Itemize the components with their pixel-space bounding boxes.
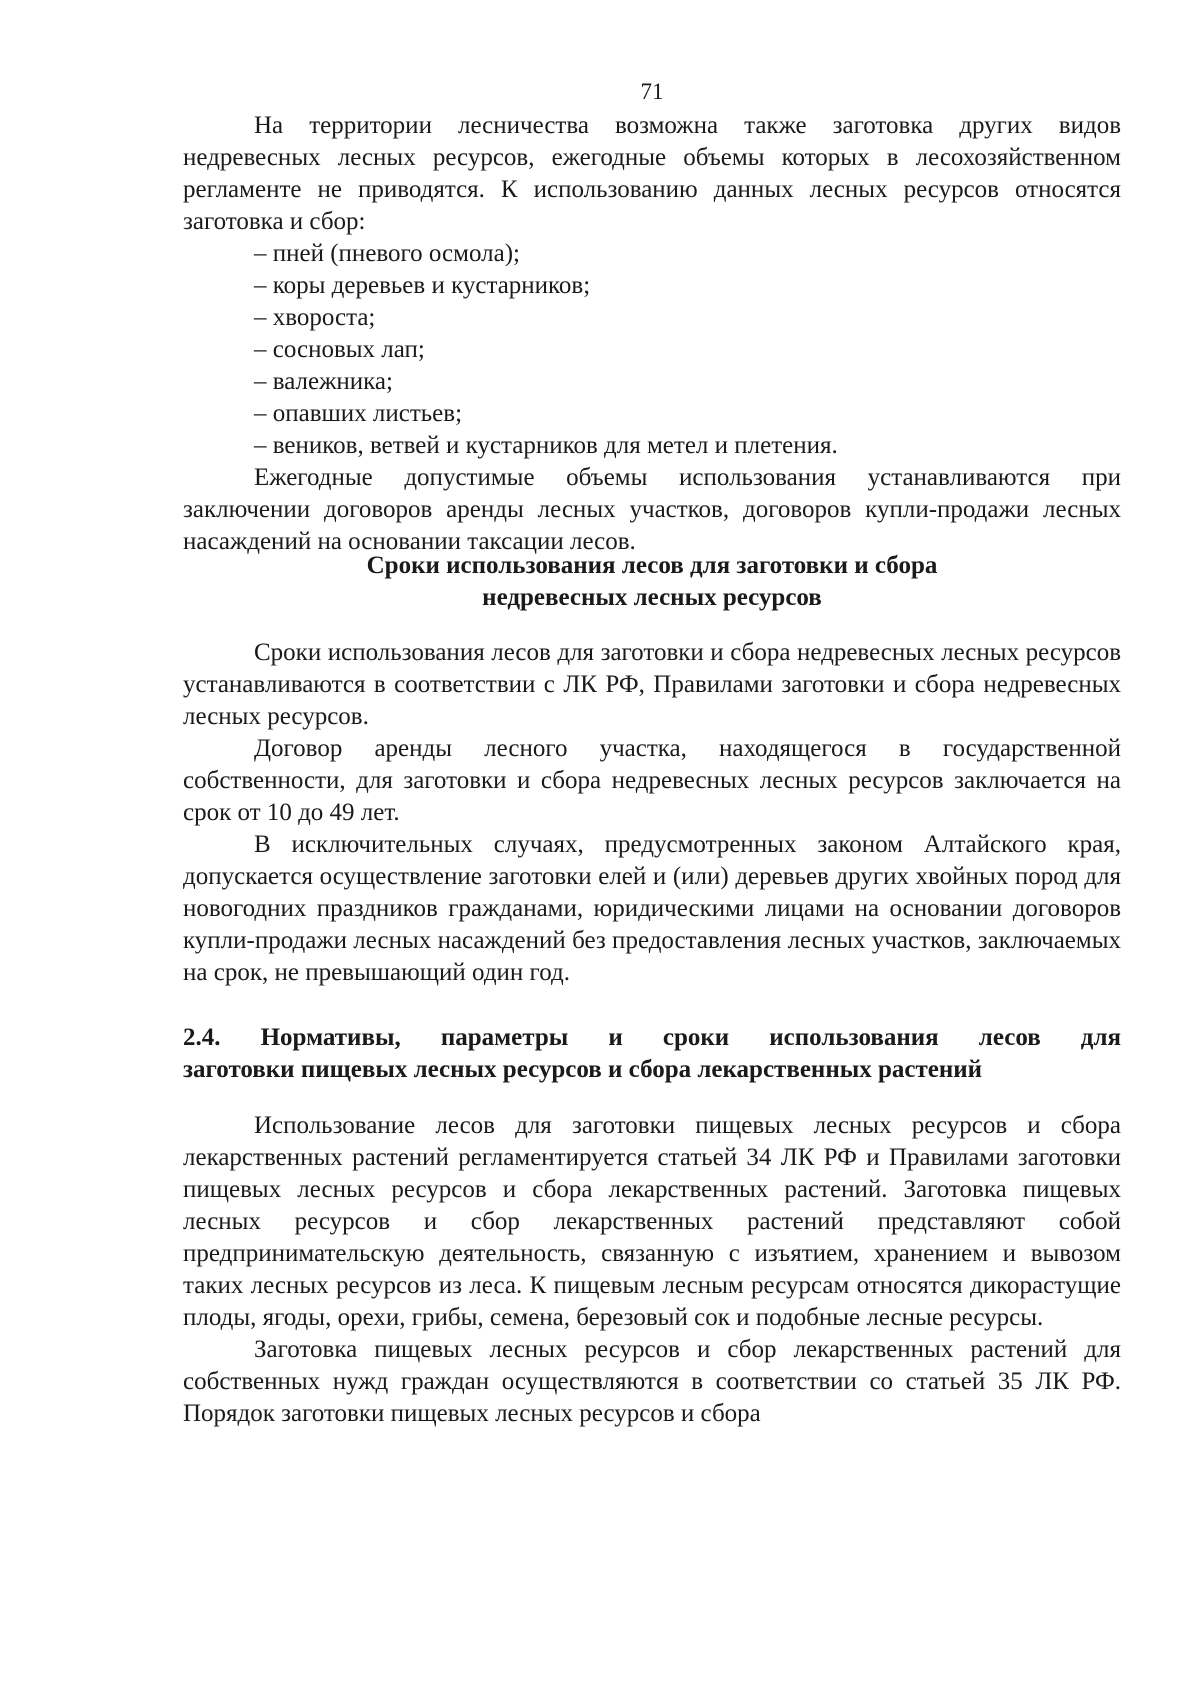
- list-item: – веников, ветвей и кустарников для метел и плетения.: [254, 432, 838, 459]
- paragraph: В исключительных случаях, предусмотренных законом Алтайского края, допускается осуществление заготовки елей и (или) деревьев других хвойных пород для новогодних праздников гражданами, юридическими лицами на основании договоров купли-продажи лесных насаждений без предоставления лесных участков, заключаемых на срок, не превышающий один год.: [183, 831, 1121, 986]
- paragraph: Сроки использования лесов для заготовки и сбора недревесных лесных ресурсов устанавливаются в соответствии с ЛК РФ, Правилами заготовки и сбора недревесных лесных ресурсов.: [183, 639, 1121, 730]
- intro-paragraph: На территории лесничества возможна также заготовка других видов недревесных лесных ресурсов, ежегодные объемы которых в лесохозяйственном регламенте не приводятся. К использованию данных лесных ресурсов относятся заготовка и сбор:: [183, 112, 1121, 235]
- section-2-4-body: [183, 1110, 1121, 1430]
- paragraph: Договор аренды лесного участка, находящегося в государственной собственности, для заготовки и сбора недревесных лесных ресурсов заключается на срок от 10 до 49 лет.: [183, 735, 1121, 826]
- paragraph: Использование лесов для заготовки пищевых лесных ресурсов и сбора лекарственных растений регламентируется статьей 34 ЛК РФ и Правилами заготовки пищевых лесных ресурсов и сбора лекарственных растений. Заготовка пищевых лесных ресурсов и сбор лекарственных растений представляют собой предпринимательскую деятельность, связанную с изъятием, хранением и вывозом таких лесных ресурсов из леса. К пищевым лесным ресурсам относятся дикорастущие плоды, ягоды, орехи, грибы, семена, березовый сок и подобные лесные ресурсы.: [183, 1112, 1121, 1331]
- heading-line: Сроки использования лесов для заготовки и сбора: [366, 552, 938, 579]
- section-heading-terms: [183, 550, 1121, 614]
- list-item: – валежника;: [254, 368, 393, 395]
- page-number: 71: [640, 79, 664, 104]
- list-item: – хвороста;: [254, 304, 376, 331]
- list-item: – опавших листьев;: [254, 400, 463, 427]
- intro-block: [183, 110, 1121, 558]
- paragraph: Заготовка пищевых лесных ресурсов и сбор лекарственных растений для собственных нужд граждан осуществляются в соответствии со статьей 35 ЛК РФ. Порядок заготовки пищевых лесных ресурсов и сбора: [183, 1336, 1121, 1427]
- list-item: – сосновых лап;: [254, 336, 425, 363]
- list-item: – коры деревьев и кустарников;: [254, 272, 591, 299]
- terms-body: [183, 637, 1121, 989]
- heading-line: недревесных лесных ресурсов: [482, 584, 822, 611]
- closing-paragraph: Ежегодные допустимые объемы использования устанавливаются при заключении договоров аренды лесных участков, договоров купли-продажи лесных насаждений на основании таксации лесов.: [183, 464, 1121, 555]
- heading-line: заготовки пищевых лесных ресурсов и сбора лекарственных растений: [183, 1056, 983, 1083]
- section-heading-2-4: [183, 1022, 1121, 1086]
- resource-list: [183, 238, 1121, 462]
- heading-line: 2.4. Нормативы, параметры и сроки использования лесов для: [183, 1024, 1121, 1051]
- list-item: – пней (пневого осмола);: [254, 240, 520, 267]
